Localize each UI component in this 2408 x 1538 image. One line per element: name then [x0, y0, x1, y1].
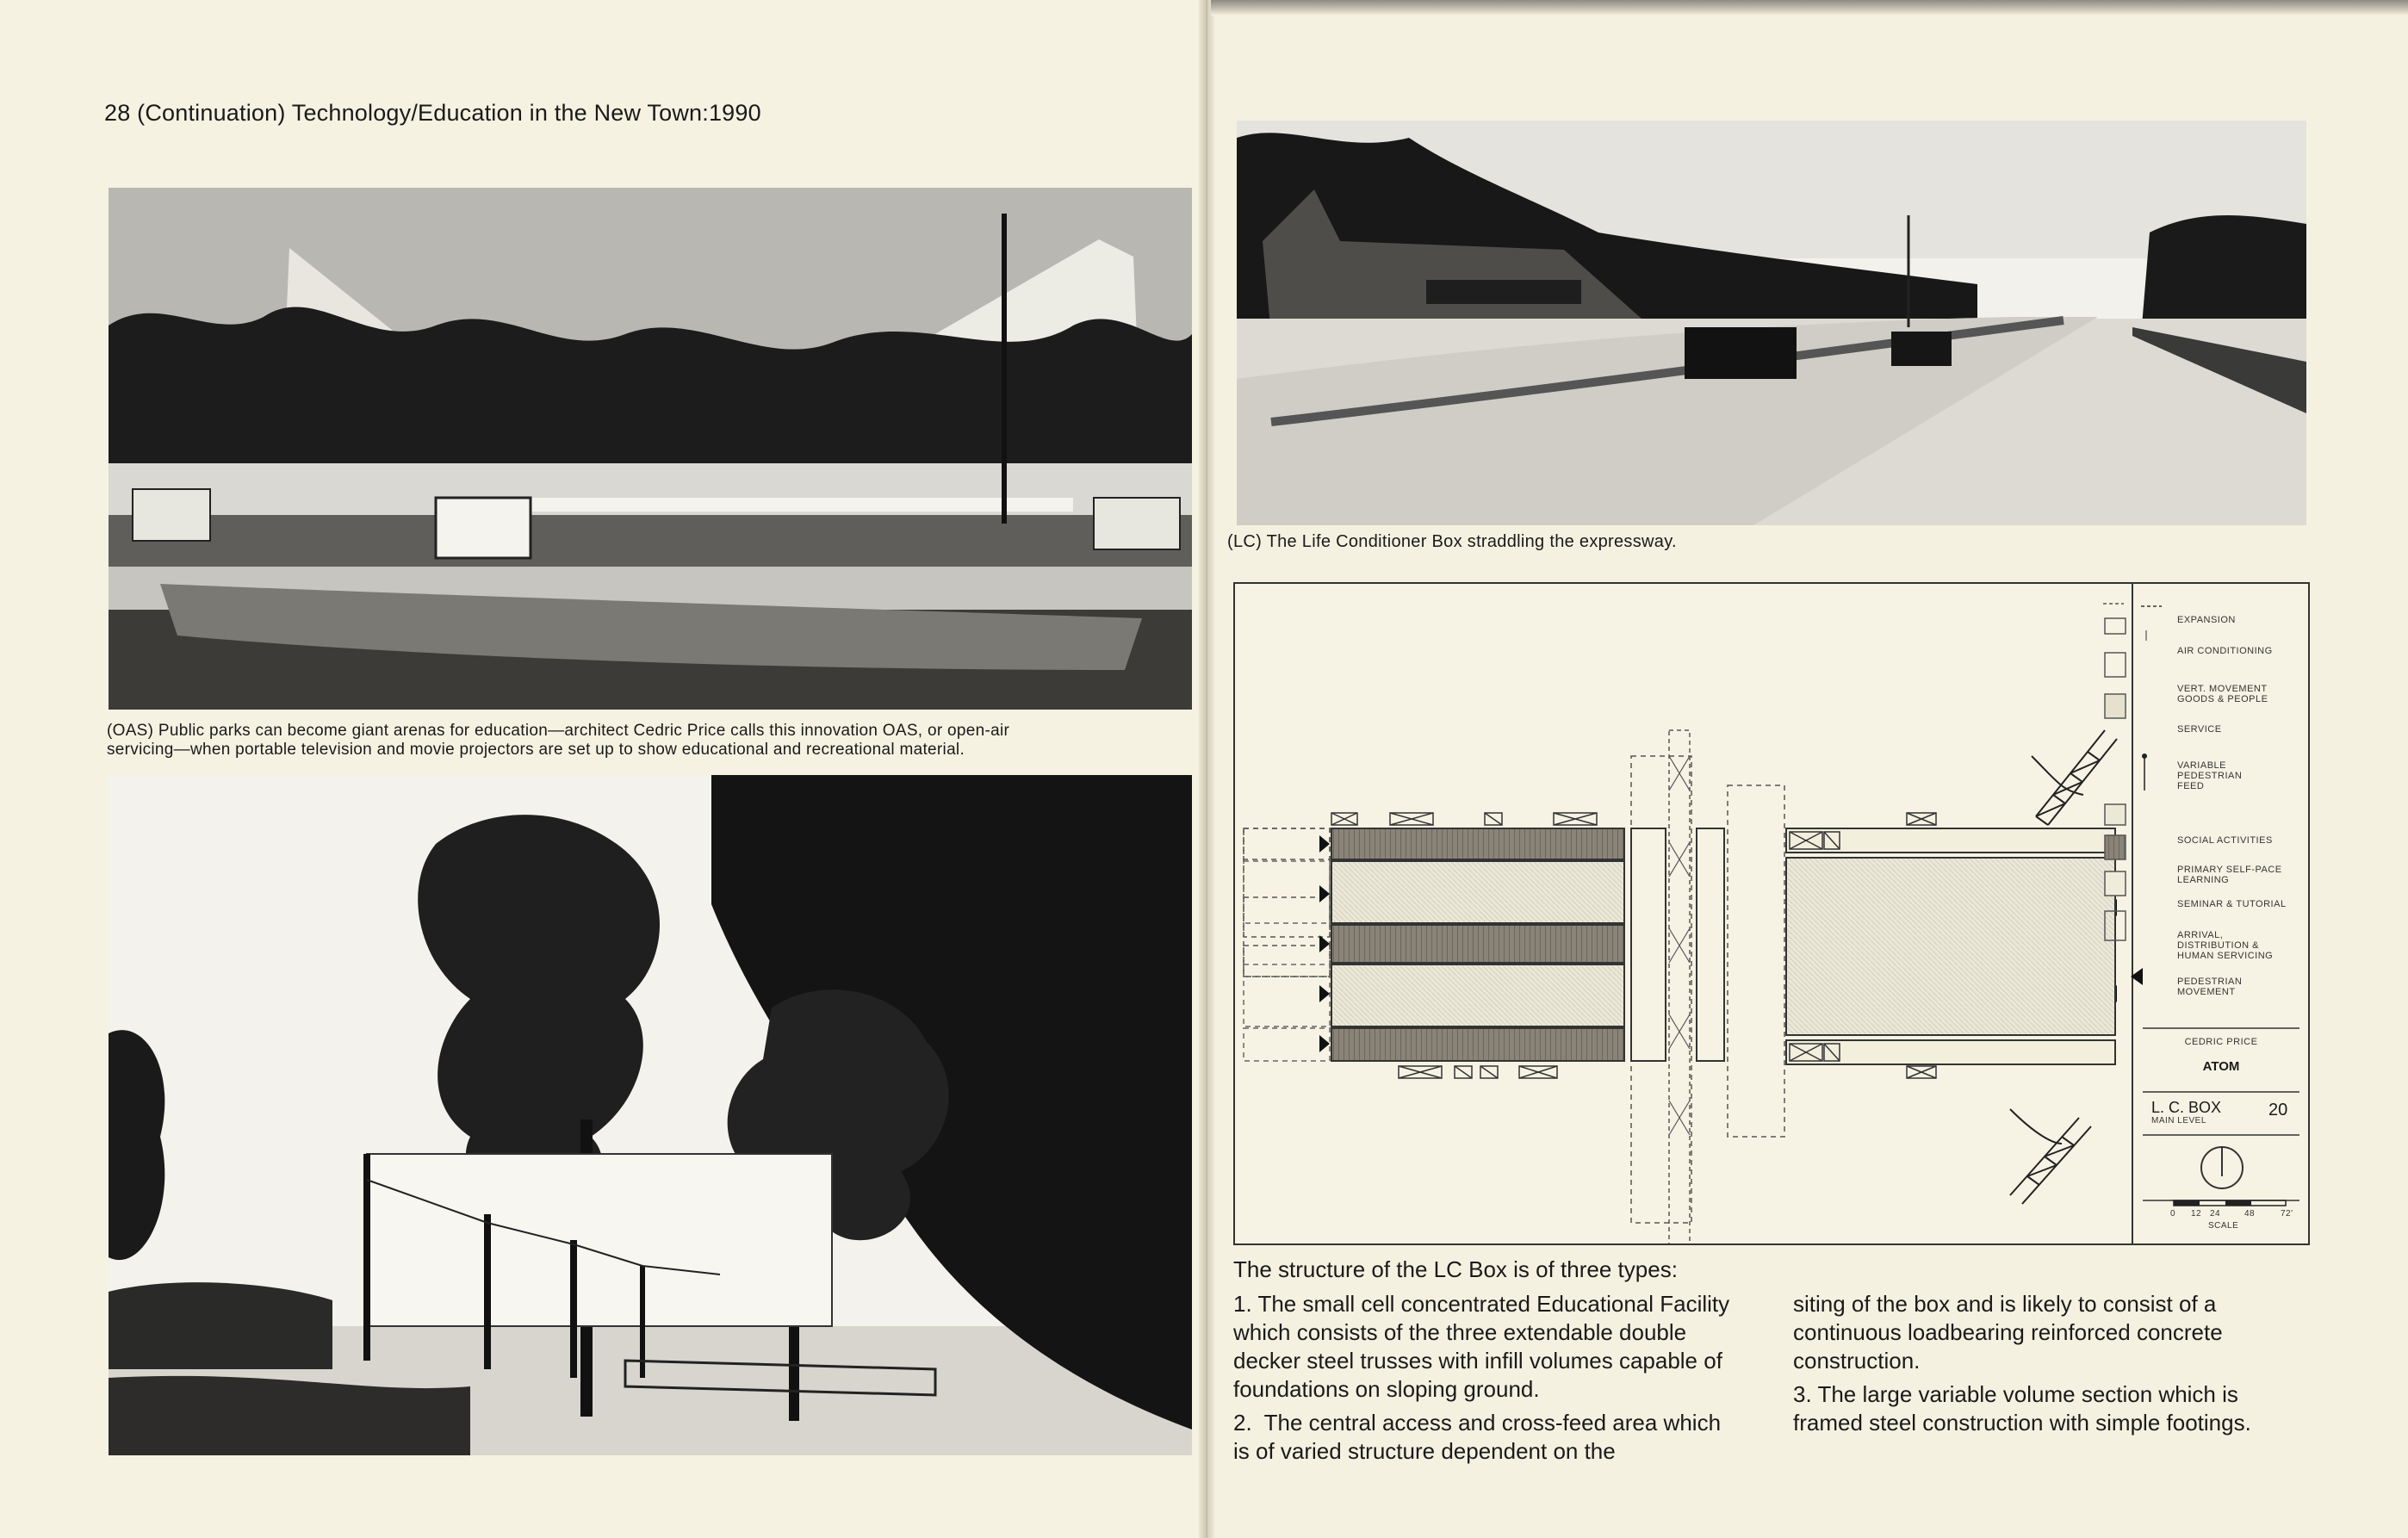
legend-pedestrian-movement: PEDESTRIAN MOVEMENT [2177, 977, 2243, 997]
variable-volume-main [1786, 858, 2115, 1035]
architect-name: CEDRIC PRICE [2184, 1037, 2258, 1047]
legend-expansion: EXPANSION [2177, 615, 2236, 625]
legend-primary-self-pace-learning: PRIMARY SELF-PACE LEARNING [2177, 865, 2282, 885]
list-item: 1. The small cell concentrated Educational Facility which consists of the three extendable double decker steel trusses with infill volumes capable of foundations on sloping ground. [1233, 1291, 1730, 1402]
lc-box-plan-drawing [1233, 582, 2310, 1245]
structure-list-col-1 [1233, 1290, 1733, 1466]
lc-photo-caption: (LC) The Life Conditioner Box straddling the expressway. [1227, 532, 1677, 551]
projection-screens-photo [109, 775, 1192, 1455]
oas-caption-line-1: (OAS) Public parks can become giant arenas for education—architect Cedric Price calls this innovation OAS, or open-air [107, 722, 1010, 740]
lc-box-expressway-photo [1237, 121, 2306, 525]
legend-variable-pedestrian-feed: VARIABLE PEDESTRIAN FEED [2177, 760, 2243, 791]
scale-tick-0: 0 [2170, 1209, 2176, 1219]
page-edge-shadow [1211, 0, 2408, 16]
oas-park-photo [109, 188, 1192, 710]
self-pace-bar-2 [1331, 925, 1624, 963]
sheet-number: 20 [2268, 1101, 2288, 1119]
self-pace-bar-3 [1331, 1028, 1624, 1061]
project-name: ATOM [2202, 1059, 2240, 1074]
legend-arrival-distribution: ARRIVAL, DISTRIBUTION & HUMAN SERVICING [2177, 930, 2274, 961]
legend-seminar-tutorial: SEMINAR & TUTORIAL [2177, 899, 2287, 909]
running-head: 28 (Continuation) Technology/Education in the New Town:1990 [104, 100, 761, 126]
scale-tick-48: 48 [2244, 1209, 2256, 1219]
seminar-bar-1 [1331, 861, 1624, 923]
oas-caption [107, 722, 1209, 760]
legend-vert-movement: VERT. MOVEMENT GOODS & PEOPLE [2177, 684, 2268, 704]
self-pace-bar-1 [1331, 828, 1624, 859]
legend-air-conditioning: AIR CONDITIONING [2177, 646, 2273, 656]
scale-label: SCALE [2208, 1221, 2239, 1231]
legend-social-activities: SOCIAL ACTIVITIES [2177, 835, 2273, 846]
legend-service: SERVICE [2177, 724, 2222, 735]
sheet-title: L. C. BOX [2151, 1099, 2222, 1116]
list-item [1233, 1409, 1733, 1466]
list-item-2-continued: siting of the box and is likely to consist of a continuous loadbearing reinforced concrete construction. [1793, 1291, 2223, 1374]
page-gutter [1199, 0, 1214, 1538]
scale-tick-12: 12 [2191, 1209, 2202, 1219]
oas-caption-line-2: servicing—when portable television and movie projectors are set up to show educational and recreational material. [107, 741, 965, 759]
sheet-subtitle: MAIN LEVEL [2151, 1116, 2206, 1126]
seminar-bar-2 [1331, 964, 1624, 1026]
scale-tick-72: 72' [2281, 1209, 2293, 1219]
scale-tick-24: 24 [2210, 1209, 2221, 1219]
list-item-2-start: 2. The central access and cross-feed area which is of varied structure dependent on the [1233, 1410, 1722, 1464]
structure-list-col-2 [1793, 1290, 2275, 1437]
list-item: 3. The large variable volume section which is framed steel construction with simple footings. [1793, 1381, 2251, 1436]
structure-intro: The structure of the LC Box is of three types: [1233, 1256, 1678, 1282]
